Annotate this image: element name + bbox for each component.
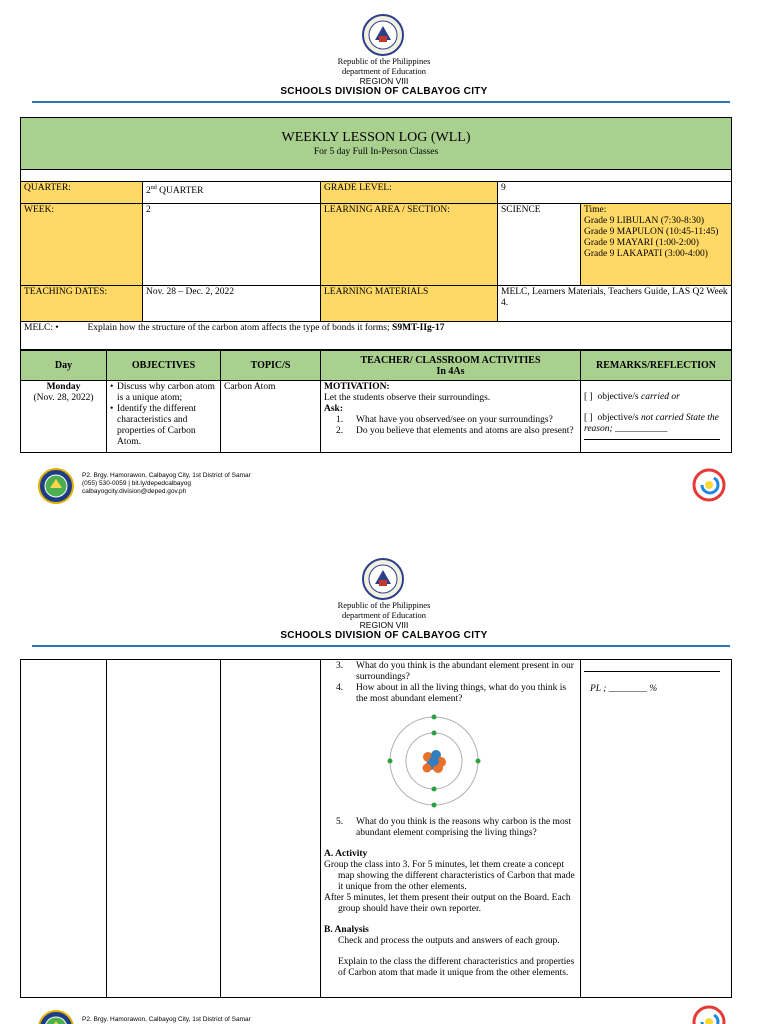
monday-cell [21, 381, 107, 453]
analysis-label: B. Analysis [324, 925, 369, 935]
grade-label: GRADE LEVEL: [321, 182, 498, 204]
checkbox-not-carried[interactable]: [ ] [584, 413, 593, 423]
time-lakapati: Grade 9 LAKAPATI (3:00-4:00) [584, 249, 708, 259]
deped-seal-icon [362, 14, 404, 56]
bagong-pilipinas-logo-icon [692, 1005, 726, 1024]
remark-carried [584, 392, 728, 403]
remark-not-carried [584, 413, 728, 435]
question-number: 3. [336, 661, 344, 671]
ask-label: Ask: [324, 404, 344, 414]
footer-email: calbayogcity.division@deped.gov.ph [82, 488, 187, 495]
question-text: What do you think is the abundant element present in our surroundings? [356, 661, 574, 682]
division-line: SCHOOLS DIVISION OF CALBAYOG CITY [280, 630, 488, 641]
time-mayari: Grade 9 MAYARI (1:00-2:00) [584, 238, 699, 248]
time-schedule [581, 204, 732, 286]
week-value: 2 [143, 204, 321, 286]
checkbox-carried[interactable]: [ ] [584, 392, 593, 402]
question-text: Do you believe that elements and atoms are also present? [356, 426, 574, 436]
monday-topic: Carbon Atom [221, 381, 321, 453]
col-activities [321, 351, 581, 381]
reason-blank-line [584, 671, 720, 672]
question-item [336, 817, 577, 839]
materials-value: MELC, Learners Materials, Teachers Guide, LAS Q2 Week 4. [498, 286, 732, 322]
question-number: 2. [336, 426, 344, 436]
footer-phone: (055) 530-0059 | bit.ly/depedcalbayog [82, 480, 192, 487]
wll-title: WEEKLY LESSON LOG (WLL) [281, 130, 471, 145]
analysis-text-2: Explain to the class the different characteristics and properties of Carbon atom that made it unique from the other elements. [338, 957, 575, 978]
division-logo-icon [38, 1010, 74, 1024]
time-label: Time: [584, 205, 607, 215]
department-line: department of Education [341, 66, 427, 76]
materials-label: LEARNING MATERIALS [321, 286, 498, 322]
col-topics: TOPIC/S [221, 351, 321, 381]
carbon-atom-diagram [384, 713, 484, 809]
region-line: REGION VIII [359, 620, 409, 630]
objective-item: • Discuss why carbon atom is a unique atom; [110, 382, 217, 404]
electron-dot [432, 803, 437, 808]
grade-value: 9 [498, 182, 732, 204]
footer-address: P2. Brgy. Hamorawon, Calbayog City, 1st District of Samar [82, 1016, 251, 1023]
division-logo-icon [38, 468, 74, 504]
reason-blank-line [584, 439, 720, 440]
col-activities-line1: TEACHER/ CLASSROOM ACTIVITIES [360, 354, 541, 366]
remark-carried-text: objective/s [597, 392, 641, 402]
dates-value: Nov. 28 – Dec. 2, 2022 [143, 286, 321, 322]
question-text: How about in all the living things, what do you think is the most abundant element? [356, 683, 567, 704]
quarter-value [143, 182, 321, 204]
time-libulan: Grade 9 LIBULAN (7:30-8:30) [584, 216, 705, 226]
dates-label: TEACHING DATES: [21, 286, 143, 322]
question-item [336, 683, 577, 705]
electron-dot [432, 715, 437, 720]
question-number: 1. [336, 415, 344, 425]
pl-label: PL ; ________ % [590, 684, 658, 694]
activity-text-2: After 5 minutes, let them present their output on the Board. Each group should have their own reporter. [324, 893, 571, 914]
activity-text-1: Group the class into 3. For 5 minutes, let them create a concept map showing the different characteristics of Carbon that made it unique from the other elements. [324, 860, 575, 892]
activities-table-p1 [20, 350, 732, 453]
objective-item: • Identify the different characteristics and properties of Carbon Atom. [110, 404, 217, 448]
remarks-cell-cont [581, 660, 732, 998]
bagong-pilipinas-logo-icon [692, 468, 726, 502]
activities-table-p2 [20, 659, 732, 998]
col-remarks: REMARKS/REFLECTION [581, 351, 732, 381]
question-item [336, 661, 577, 683]
wll-subtitle: For 5 day Full In-Person Classes [313, 147, 439, 157]
monday-day: Monday [46, 382, 81, 392]
objectives-cell-cont [107, 660, 221, 998]
question-text: What have you observed/see on your surroundings? [356, 415, 553, 425]
header-rule [32, 101, 730, 103]
topic-cell-cont [221, 660, 321, 998]
remark-not-carried-text: objective/s [597, 413, 641, 423]
monday-remarks [581, 381, 732, 453]
electron-dot [432, 787, 437, 792]
melc-code: S9MT-IIg-17 [392, 323, 445, 333]
nucleus [423, 750, 447, 773]
remark-not-carried-italic: not carried State the reason; ___________ [584, 413, 719, 434]
activities-cell-cont [321, 660, 581, 998]
lesson-log-table [20, 117, 732, 352]
header-rule [32, 645, 730, 647]
quarter-sup: nd [150, 185, 157, 191]
division-line: SCHOOLS DIVISION OF CALBAYOG CITY [280, 86, 488, 97]
col-objectives: OBJECTIVES [107, 351, 221, 381]
question-item [336, 426, 577, 437]
monday-activities [321, 381, 581, 453]
analysis-text-1: Check and process the outputs and answers of each group. [338, 936, 560, 946]
region-line: REGION VIII [359, 76, 409, 86]
day-cell-cont [21, 660, 107, 998]
motivation-text: Let the students observe their surroundings. [324, 393, 491, 403]
melc-text: Explain how the structure of the carbon atom affects the type of bonds it forms; [87, 323, 393, 333]
col-activities-line2: In 4As [436, 365, 465, 377]
quarter-text: QUARTER [156, 186, 204, 197]
quarter-label: QUARTER: [21, 182, 143, 204]
time-mapulon: Grade 9 MAPULON (10:45-11:45) [584, 227, 719, 237]
quarter-num: 2 [146, 186, 151, 197]
remark-carried-italic: carried or [640, 392, 680, 402]
activity-label: A. Activity [324, 849, 368, 859]
page-2 [0, 555, 768, 1024]
question-text: What do you think is the reasons why carbon is the most abundant element comprising the living things? [356, 817, 572, 838]
wll-title-cell [21, 118, 732, 170]
department-line: department of Education [341, 610, 427, 620]
monday-date: (Nov. 28, 2022) [33, 393, 94, 403]
republic-line: Republic of the Philippines [337, 600, 431, 610]
republic-line: Republic of the Philippines [337, 56, 431, 66]
electron-dot [432, 731, 437, 736]
question-number: 5. [336, 817, 344, 827]
week-label: WEEK: [21, 204, 143, 286]
spacer-row [21, 170, 732, 182]
electron-dot [388, 759, 393, 764]
deped-seal-icon [362, 558, 404, 600]
melc-prefix: MELC: • [24, 323, 59, 333]
motivation-label: MOTIVATION: [324, 382, 390, 392]
question-number: 4. [336, 683, 344, 693]
monday-objectives [107, 381, 221, 453]
electron-dot [476, 759, 481, 764]
col-day: Day [21, 351, 107, 381]
area-label: LEARNING AREA / SECTION: [321, 204, 498, 286]
footer-address: P2. Brgy. Hamorawon, Calbayog City, 1st District of Samar [82, 472, 251, 479]
area-value: SCIENCE [498, 204, 581, 286]
question-item [336, 415, 577, 426]
melc-row [21, 322, 732, 350]
